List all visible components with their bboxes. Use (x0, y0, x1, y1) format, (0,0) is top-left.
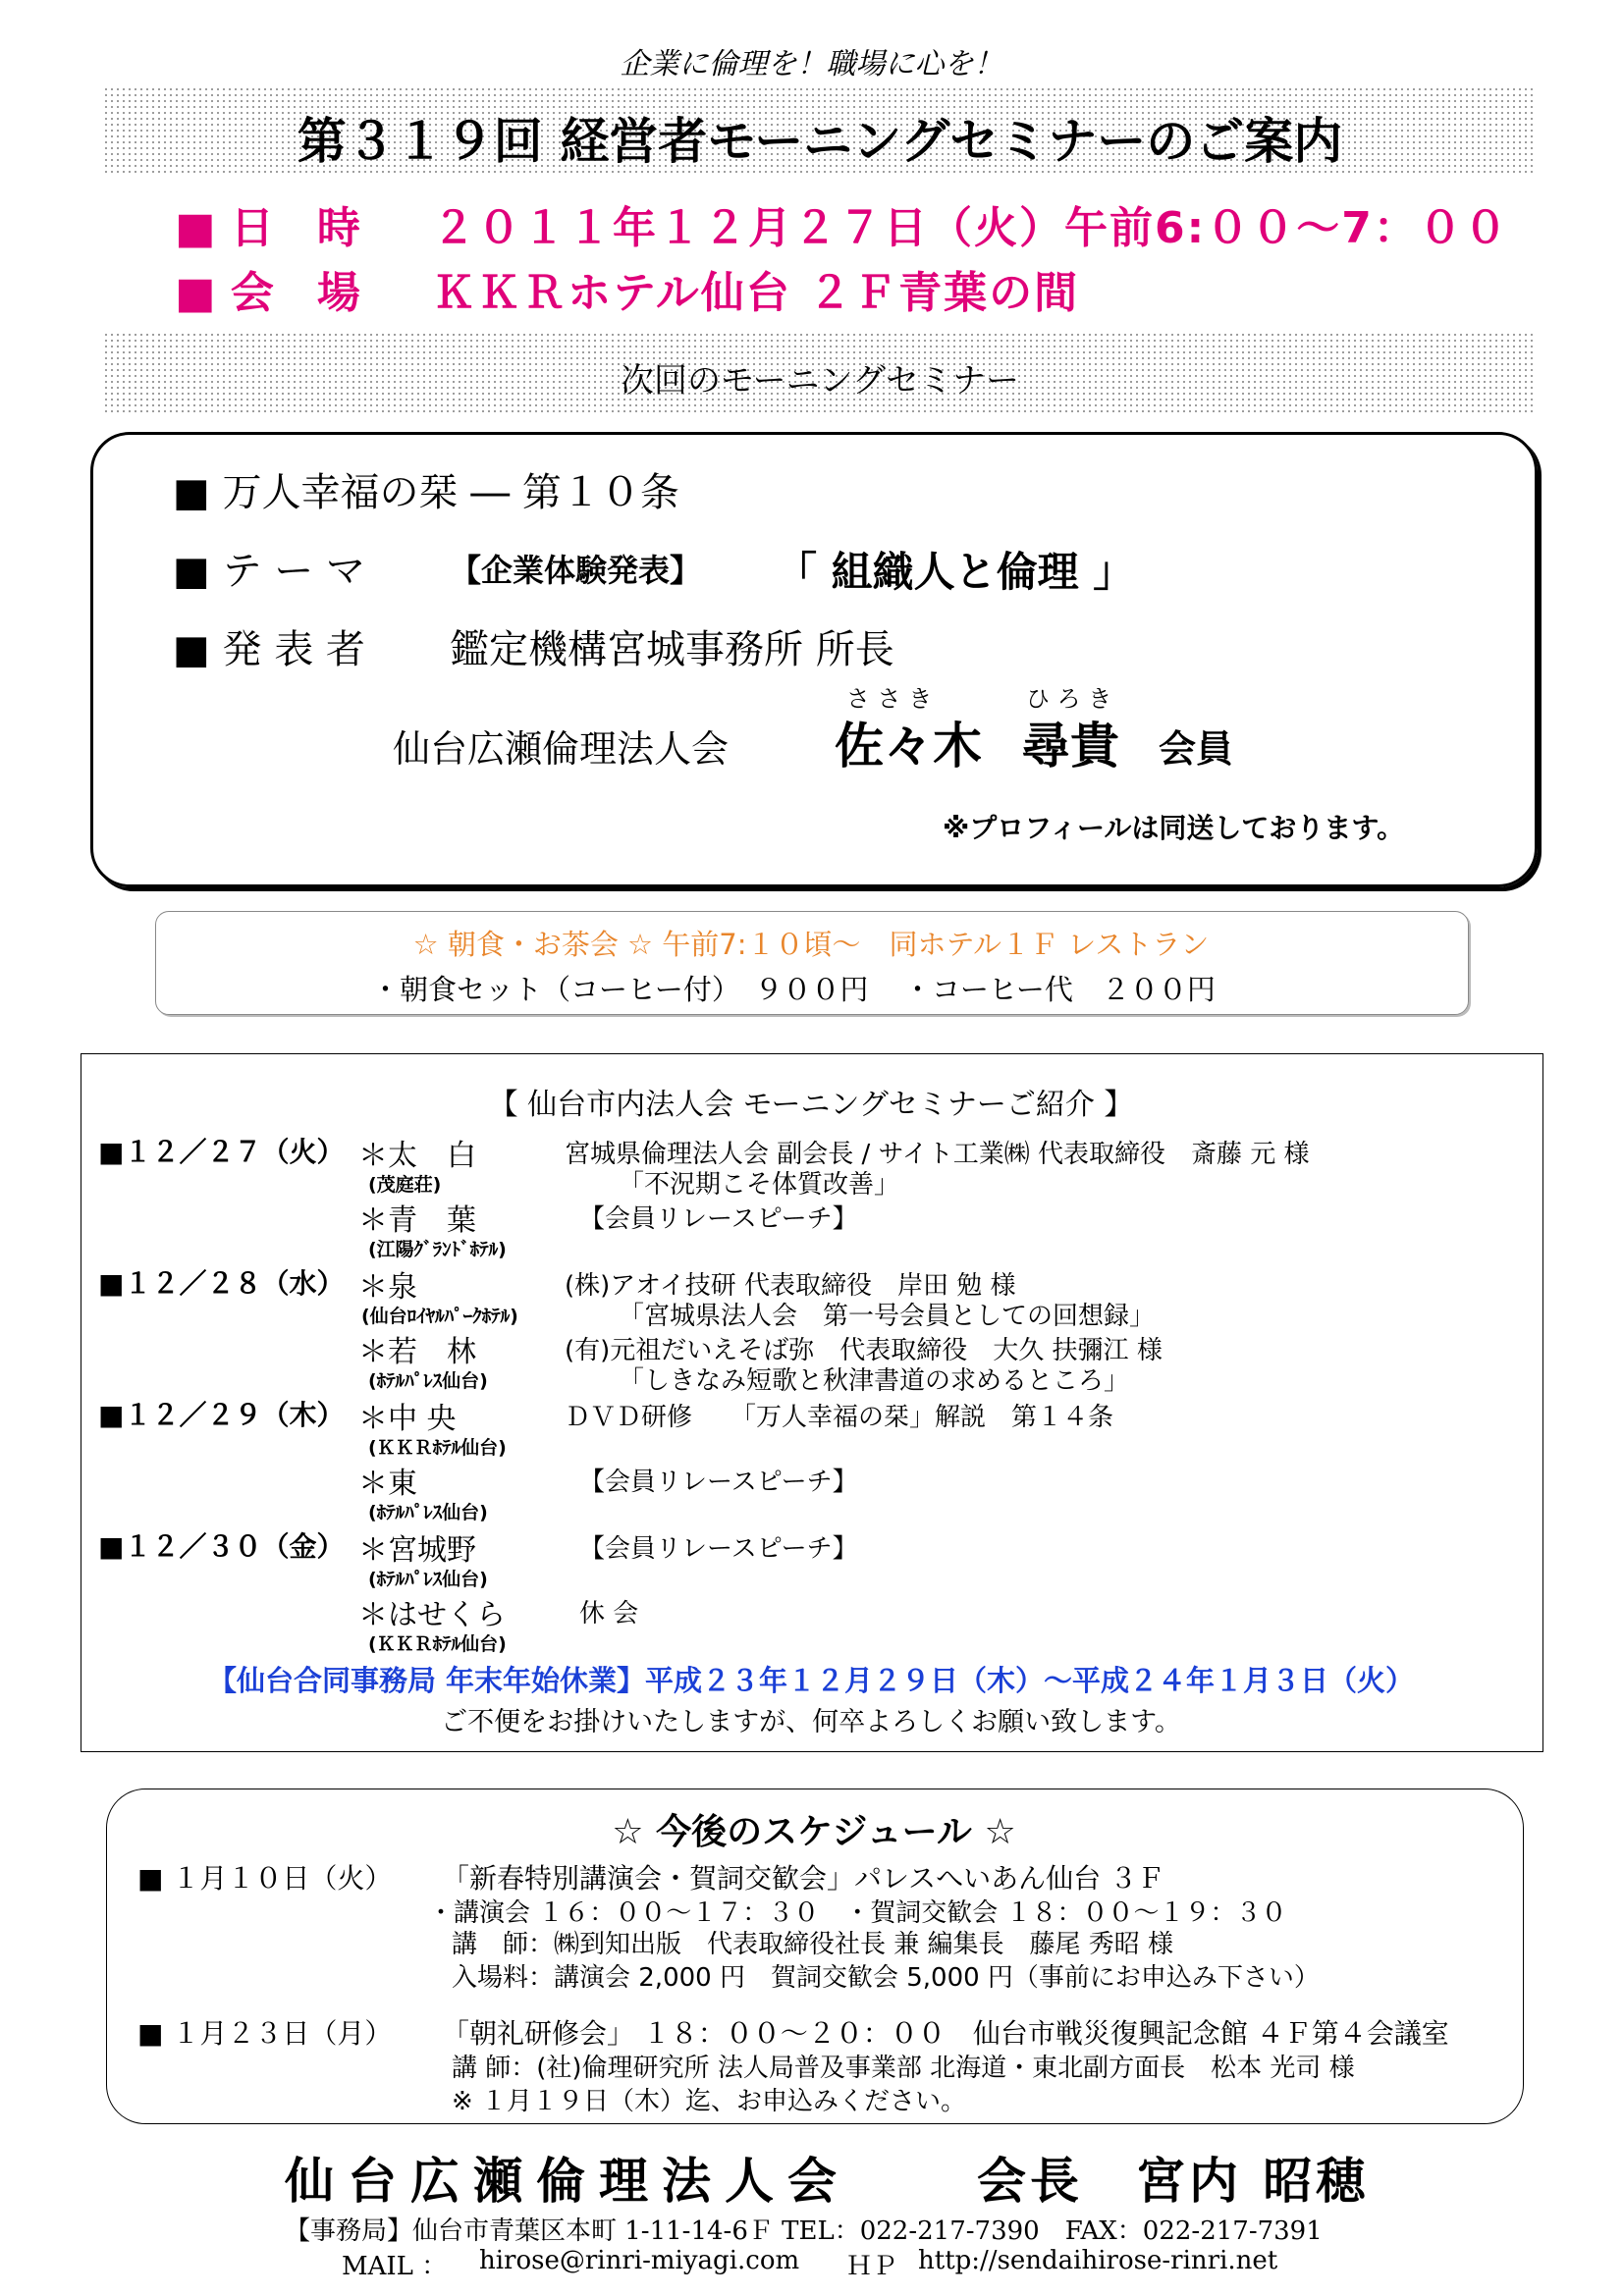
event2-title: 「朝礼研修会」 １８：００〜２０：００ 仙台市戦災復興記念館 ４Ｆ第４会議室 (442, 2017, 1449, 2050)
hall-royal-park: (仙台ﾛｲﾔﾙﾊﾟｰｸﾎﾃﾙ) (361, 1306, 518, 1327)
date-1227: ■１２／２７（火） (98, 1136, 345, 1168)
talk-title-3: 「しきなみ短歌と秋津書道の求めるところ」 (619, 1366, 1130, 1396)
speaker-okubo: (有)元祖だいえそば弥 代表取締役 大久 扶彌江 様 (565, 1336, 1163, 1365)
coffee-price: ・コーヒー代 ２００円 (903, 973, 1216, 1006)
theme-label: ■ テ ー マ (173, 549, 365, 594)
presenter-suffix: 会員 (1159, 727, 1234, 771)
hall-kkr-2: (ＫＫＲﾎﾃﾙ仙台) (368, 1633, 507, 1655)
event1-times: ・講演会 １６：００〜１７：３０ ・賀詞交歓会 １８：００〜１９：３０ (428, 1898, 1287, 1928)
datetime-value: ２０１１年１２月２７日（火）午前6:００〜7：００ (432, 203, 1509, 253)
city-seminars-heading: 【 仙台市内法人会 モーニングセミナーご紹介 】 (488, 1088, 1134, 1122)
hall-koyo: (江陽ｸﾞﾗﾝﾄﾞﾎﾃﾙ) (368, 1239, 507, 1260)
presenter-label: ■ 発 表 者 (173, 627, 365, 672)
tagline: 企業に倫理を！職場に心を！ (620, 47, 1003, 81)
relay-speech-3: 【会員リレースピーチ】 (579, 1534, 858, 1564)
breakfast-set-price: ・朝食セット（コーヒー付） ９００円 (371, 973, 869, 1006)
date-1228: ■１２／２８（水） (98, 1267, 345, 1300)
talk-title-2: 「宮城県法人会 第一号会員としての回想録」 (619, 1302, 1156, 1331)
date-1230: ■１２／３０（金） (98, 1530, 345, 1563)
presenter-family-name: 佐々木 (835, 718, 982, 774)
venue-izumi: ＊泉 (358, 1270, 417, 1305)
event2-date: ■ １月２３日（月） (137, 2017, 393, 2050)
page-title: 第３１９回 経営者モーニングセミナーのご案内 (297, 113, 1343, 170)
relay-speech-2: 【会員リレースピーチ】 (579, 1468, 858, 1497)
hall-moniwaso: (茂庭荘) (368, 1174, 442, 1196)
apology-note: ご不便をお掛けいたしますが、何卒よろしくお願い致します。 (441, 1707, 1181, 1737)
footer-org: 仙台広瀬倫理法人会 (285, 2153, 850, 2210)
hp-link[interactable]: http://sendaihirose-rinri.net (918, 2246, 1278, 2275)
venue-miyagino: ＊宮城野 (358, 1533, 476, 1568)
venue-value: ＫＫＲホテル仙台 ２Ｆ青葉の間 (432, 268, 1080, 318)
venue-wakabayashi: ＊若 林 (358, 1335, 476, 1369)
event2-deadline: ※ １月１９日（木）迄、お申込みください。 (452, 2087, 967, 2116)
datetime-label: ■ 日 時 (175, 203, 360, 253)
speaker-saito: 宮城県倫理法人会 副会長 / サイト工業㈱ 代表取締役 斎藤 元 様 (565, 1140, 1310, 1169)
venue-label: ■ 会 場 (175, 268, 360, 318)
closed-note: 休 会 (579, 1599, 639, 1629)
dvd-training: ＤＶＤ研修 「万人幸福の栞」解説 第１４条 (565, 1403, 1114, 1432)
seminar-guide-article: ■ 万人幸福の栞 ― 第１０条 (173, 470, 679, 515)
date-1229: ■１２／２９（木） (98, 1399, 345, 1431)
schedule-heading: ☆ 今後のスケジュール ☆ (612, 1812, 1016, 1852)
profile-note: ※プロフィールは同送しております。 (943, 812, 1405, 844)
presenter-affiliation: 鑑定機構宮城事務所 所長 (450, 627, 894, 672)
presenter-given-name: 尋貴 (1021, 718, 1119, 774)
mail-label: MAIL ： (342, 2252, 448, 2281)
mail-link[interactable]: hirose@rinri-miyagi.com (479, 2246, 800, 2275)
presenter-org: 仙台広瀬倫理法人会 (393, 727, 730, 771)
venue-aoba: ＊青 葉 (358, 1203, 476, 1238)
holiday-notice: 【仙台合同事務局 年末年始休業】平成２３年１２月２９日（木）〜平成２４年１月３日（火） (207, 1664, 1415, 1697)
theme-tag: 【企業体験発表】 (450, 552, 702, 589)
event1-fee: 入場料：講演会 2,000 円 賀詞交歓会 5,000 円（事前にお申込み下さい） (452, 1963, 1320, 1993)
event1-speaker: 講 師：㈱到知出版 代表取締役社長 兼 編集長 藤尾 秀昭 様 (452, 1930, 1174, 1959)
footer-president: 会長 宮内 昭穂 (977, 2153, 1370, 2210)
theme-title: 「 組織人と倫理 」 (776, 548, 1135, 596)
breakfast-time: ☆ 朝食・お茶会 ☆ 午前7:１０頃〜 同ホテル１Ｆ レストラン (412, 928, 1210, 961)
name-ruby-family: さ さ き (846, 685, 933, 713)
venue-hasekura: ＊はせくら (358, 1598, 506, 1632)
next-seminar-heading: 次回のモーニングセミナー (621, 361, 1019, 400)
event2-speaker: 講 師：(社)倫理研究所 法人局普及事業部 北海道・東北副方面長 松本 光司 様 (452, 2054, 1355, 2083)
office-address: 【事務局】仙台市青葉区本町 1-11-14-6Ｆ TEL：022-217-7390 FAX：022-217-7391 (285, 2216, 1323, 2246)
event1-title: 「新春特別講演会・賀詞交歓会」パレスへいあん仙台 ３Ｆ (442, 1862, 1165, 1895)
talk-title-1: 「不況期こそ体質改善」 (619, 1170, 900, 1200)
event1-date: ■ １月１０日（火） (137, 1862, 393, 1895)
hall-palace: (ﾎﾃﾙﾊﾟﾚｽ仙台) (368, 1370, 488, 1392)
name-ruby-given: ひ ろ き (1026, 685, 1112, 713)
venue-chuo: ＊中 央 (358, 1402, 457, 1436)
hall-kkr-1: (ＫＫＲﾎﾃﾙ仙台) (368, 1437, 507, 1459)
hp-label: ＨＰ (846, 2252, 898, 2281)
speaker-kishida: (株)アオイ技研 代表取締役 岸田 勉 様 (565, 1271, 1016, 1301)
relay-speech-1: 【会員リレースピーチ】 (579, 1204, 858, 1234)
venue-taihaku: ＊太 白 (358, 1139, 476, 1173)
hall-palace-2: (ﾎﾃﾙﾊﾟﾚｽ仙台) (368, 1502, 488, 1523)
hall-palace-3: (ﾎﾃﾙﾊﾟﾚｽ仙台) (368, 1569, 488, 1590)
venue-higashi: ＊東 (358, 1467, 417, 1501)
